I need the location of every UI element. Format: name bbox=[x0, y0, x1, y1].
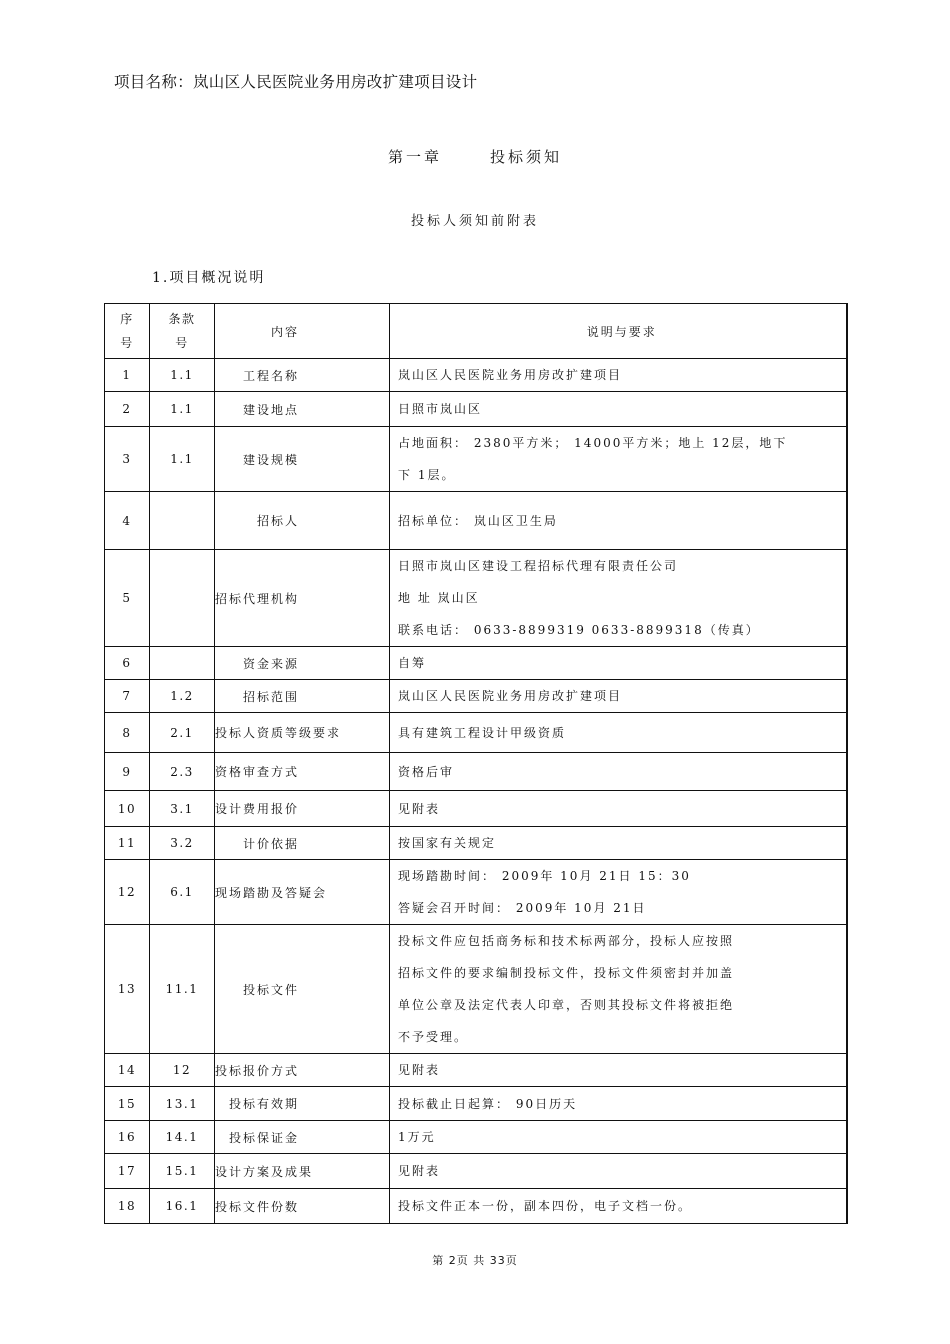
table-header-row bbox=[105, 304, 847, 359]
row-desc-line: 具有建筑工程设计甲级资质 bbox=[398, 725, 567, 740]
row-desc-cell bbox=[390, 753, 847, 791]
row-desc-cell bbox=[390, 827, 847, 860]
page-footer: 第 2页 共 33页 bbox=[432, 1254, 518, 1267]
table-row bbox=[105, 860, 847, 925]
row-desc-line: 联系电话： 0633-8899319 0633-8899318（传真） bbox=[398, 623, 760, 637]
row-seq-cell: 8 bbox=[105, 713, 150, 753]
row-seq-cell: 15 bbox=[105, 1087, 150, 1121]
table-row bbox=[105, 925, 847, 1054]
row-desc-line: 招标文件的要求编制投标文件，投标文件须密封并加盖 bbox=[398, 966, 735, 980]
row-desc-line: 岚山区人民医院业务用房改扩建项目 bbox=[398, 368, 623, 382]
row-clause-cell: 1.1 bbox=[150, 359, 215, 392]
table-row bbox=[105, 647, 847, 680]
row-item-cell: 设计费用报价 bbox=[215, 791, 390, 827]
row-desc-cell bbox=[390, 359, 847, 392]
row-desc-cell bbox=[390, 680, 847, 713]
row-seq-cell: 5 bbox=[105, 550, 150, 647]
table-row bbox=[105, 791, 847, 827]
row-desc-cell bbox=[390, 1154, 847, 1189]
row-clause-cell: 15.1 bbox=[150, 1154, 215, 1189]
row-desc-line: 投标截止日起算： 90日历天 bbox=[398, 1096, 578, 1111]
row-desc-line: 单位公章及法定代表人印章，否则其投标文件将被拒绝 bbox=[398, 998, 735, 1012]
table-row bbox=[105, 1189, 847, 1224]
row-desc-cell bbox=[390, 925, 847, 1054]
table-row bbox=[105, 492, 847, 550]
row-clause-cell: 3.2 bbox=[150, 827, 215, 860]
row-seq-cell: 12 bbox=[105, 860, 150, 925]
row-clause-cell: 1.1 bbox=[150, 427, 215, 492]
row-item-cell: 投标有效期 bbox=[215, 1087, 390, 1121]
table-row bbox=[105, 359, 847, 392]
row-desc-line: 不予受理。 bbox=[398, 1030, 469, 1044]
row-clause-cell: 11.1 bbox=[150, 925, 215, 1054]
row-desc-line: 地 址 岚山区 bbox=[398, 591, 480, 605]
row-seq-cell: 14 bbox=[105, 1054, 150, 1087]
row-desc-line: 占地面积： 2380平方米； 14000平方米；地上 12层，地下 bbox=[398, 436, 788, 450]
row-desc-line: 见附表 bbox=[398, 1164, 441, 1178]
row-clause-cell: 3.1 bbox=[150, 791, 215, 827]
row-seq-cell: 4 bbox=[105, 492, 150, 550]
row-desc-line: 现场踏勘时间： 2009年 10月 21日 15：30 bbox=[398, 869, 691, 883]
row-clause-cell: 2.1 bbox=[150, 713, 215, 753]
row-clause-cell: 1.2 bbox=[150, 680, 215, 713]
row-desc-line: 按国家有关规定 bbox=[398, 836, 497, 850]
row-desc-line: 下 1层。 bbox=[398, 468, 456, 482]
row-desc-line: 见附表 bbox=[398, 801, 441, 816]
row-item-cell: 投标报价方式 bbox=[215, 1054, 390, 1087]
row-seq-cell: 16 bbox=[105, 1121, 150, 1154]
row-desc-cell bbox=[390, 427, 847, 492]
table-row bbox=[105, 827, 847, 860]
row-item-cell: 工程名称 bbox=[215, 359, 390, 392]
row-clause-cell bbox=[150, 492, 215, 550]
row-clause-cell bbox=[150, 647, 215, 680]
table-row bbox=[105, 1054, 847, 1087]
row-desc-line: 1万元 bbox=[398, 1130, 436, 1144]
row-item-cell: 资格审查方式 bbox=[215, 753, 390, 791]
table-row bbox=[105, 427, 847, 492]
row-desc-line: 见附表 bbox=[398, 1063, 441, 1077]
row-item-cell: 资金来源 bbox=[215, 647, 390, 680]
row-clause-cell: 14.1 bbox=[150, 1121, 215, 1154]
row-item-cell: 计价依据 bbox=[215, 827, 390, 860]
row-desc-cell bbox=[390, 1189, 847, 1224]
row-item-cell: 投标人资质等级要求 bbox=[215, 713, 390, 753]
row-clause-cell bbox=[150, 550, 215, 647]
row-desc-line: 岚山区人民医院业务用房改扩建项目 bbox=[398, 689, 623, 703]
row-seq-cell: 10 bbox=[105, 791, 150, 827]
table-subtitle: 投标人须知前附表 bbox=[410, 214, 539, 229]
row-desc-cell bbox=[390, 550, 847, 647]
row-item-cell: 设计方案及成果 bbox=[215, 1154, 390, 1189]
table-row bbox=[105, 1154, 847, 1189]
row-seq-cell: 7 bbox=[105, 680, 150, 713]
row-seq-cell: 3 bbox=[105, 427, 150, 492]
header-clause-top: 条款 bbox=[168, 312, 196, 326]
header-clause-bottom: 号 bbox=[175, 336, 189, 350]
row-clause-cell: 13.1 bbox=[150, 1087, 215, 1121]
row-desc-line: 日照市岚山区建设工程招标代理有限责任公司 bbox=[398, 559, 679, 573]
row-desc-line: 日照市岚山区 bbox=[398, 402, 483, 416]
section-heading: 1.项目概况说明 bbox=[152, 270, 266, 286]
row-item-cell: 投标文件 bbox=[215, 925, 390, 1054]
row-desc-line: 招标单位： 岚山区卫生局 bbox=[398, 513, 558, 528]
row-seq-cell: 2 bbox=[105, 392, 150, 427]
chapter-name: 投标须知 bbox=[490, 148, 563, 166]
row-item-cell: 现场踏勘及答疑会 bbox=[215, 860, 390, 925]
row-item-cell: 投标保证金 bbox=[215, 1121, 390, 1154]
row-seq-cell: 6 bbox=[105, 647, 150, 680]
row-desc-line: 投标文件正本一份，副本四份，电子文档一份。 bbox=[398, 1199, 693, 1213]
table-row bbox=[105, 1087, 847, 1121]
row-desc-cell bbox=[390, 647, 847, 680]
row-clause-cell: 6.1 bbox=[150, 860, 215, 925]
row-desc-cell bbox=[390, 392, 847, 427]
row-seq-cell: 11 bbox=[105, 827, 150, 860]
table-row bbox=[105, 392, 847, 427]
row-desc-cell bbox=[390, 713, 847, 753]
header-seq-top: 序 bbox=[120, 312, 134, 326]
row-desc-line: 自筹 bbox=[398, 656, 427, 670]
row-item-cell: 建设地点 bbox=[215, 392, 390, 427]
table-row bbox=[105, 550, 847, 647]
document-header-project-name: 项目名称：岚山区人民医院业务用房改扩建项目设计 bbox=[114, 73, 478, 91]
row-desc-cell bbox=[390, 1087, 847, 1121]
table-row bbox=[105, 1121, 847, 1154]
row-item-cell: 建设规模 bbox=[215, 427, 390, 492]
row-item-cell: 招标人 bbox=[215, 492, 390, 550]
row-desc-cell bbox=[390, 1054, 847, 1087]
instructions-table bbox=[104, 303, 848, 1224]
row-seq-cell: 13 bbox=[105, 925, 150, 1054]
row-desc-line: 答疑会召开时间： 2009年 10月 21日 bbox=[398, 901, 647, 915]
row-clause-cell: 16.1 bbox=[150, 1189, 215, 1224]
chapter-title bbox=[0, 146, 950, 167]
header-seq-bottom: 号 bbox=[120, 336, 134, 350]
row-desc-line: 投标文件应包括商务标和技术标两部分，投标人应按照 bbox=[398, 934, 735, 948]
header-content: 内容 bbox=[215, 304, 390, 359]
header-seq bbox=[105, 304, 150, 359]
row-item-cell: 投标文件份数 bbox=[215, 1189, 390, 1224]
row-clause-cell: 1.1 bbox=[150, 392, 215, 427]
table-row bbox=[105, 753, 847, 791]
table-row bbox=[105, 713, 847, 753]
row-seq-cell: 18 bbox=[105, 1189, 150, 1224]
row-desc-cell bbox=[390, 860, 847, 925]
row-desc-line: 资格后审 bbox=[398, 764, 455, 779]
table-row bbox=[105, 680, 847, 713]
row-item-cell: 招标代理机构 bbox=[215, 550, 390, 647]
row-seq-cell: 9 bbox=[105, 753, 150, 791]
row-seq-cell: 1 bbox=[105, 359, 150, 392]
row-desc-cell bbox=[390, 1121, 847, 1154]
row-seq-cell: 17 bbox=[105, 1154, 150, 1189]
chapter-number: 第一章 bbox=[387, 148, 442, 166]
row-desc-cell bbox=[390, 492, 847, 550]
header-clause bbox=[150, 304, 215, 359]
row-clause-cell: 12 bbox=[150, 1054, 215, 1087]
header-desc: 说明与要求 bbox=[390, 304, 847, 359]
row-clause-cell: 2.3 bbox=[150, 753, 215, 791]
row-desc-cell bbox=[390, 791, 847, 827]
row-item-cell: 招标范围 bbox=[215, 680, 390, 713]
